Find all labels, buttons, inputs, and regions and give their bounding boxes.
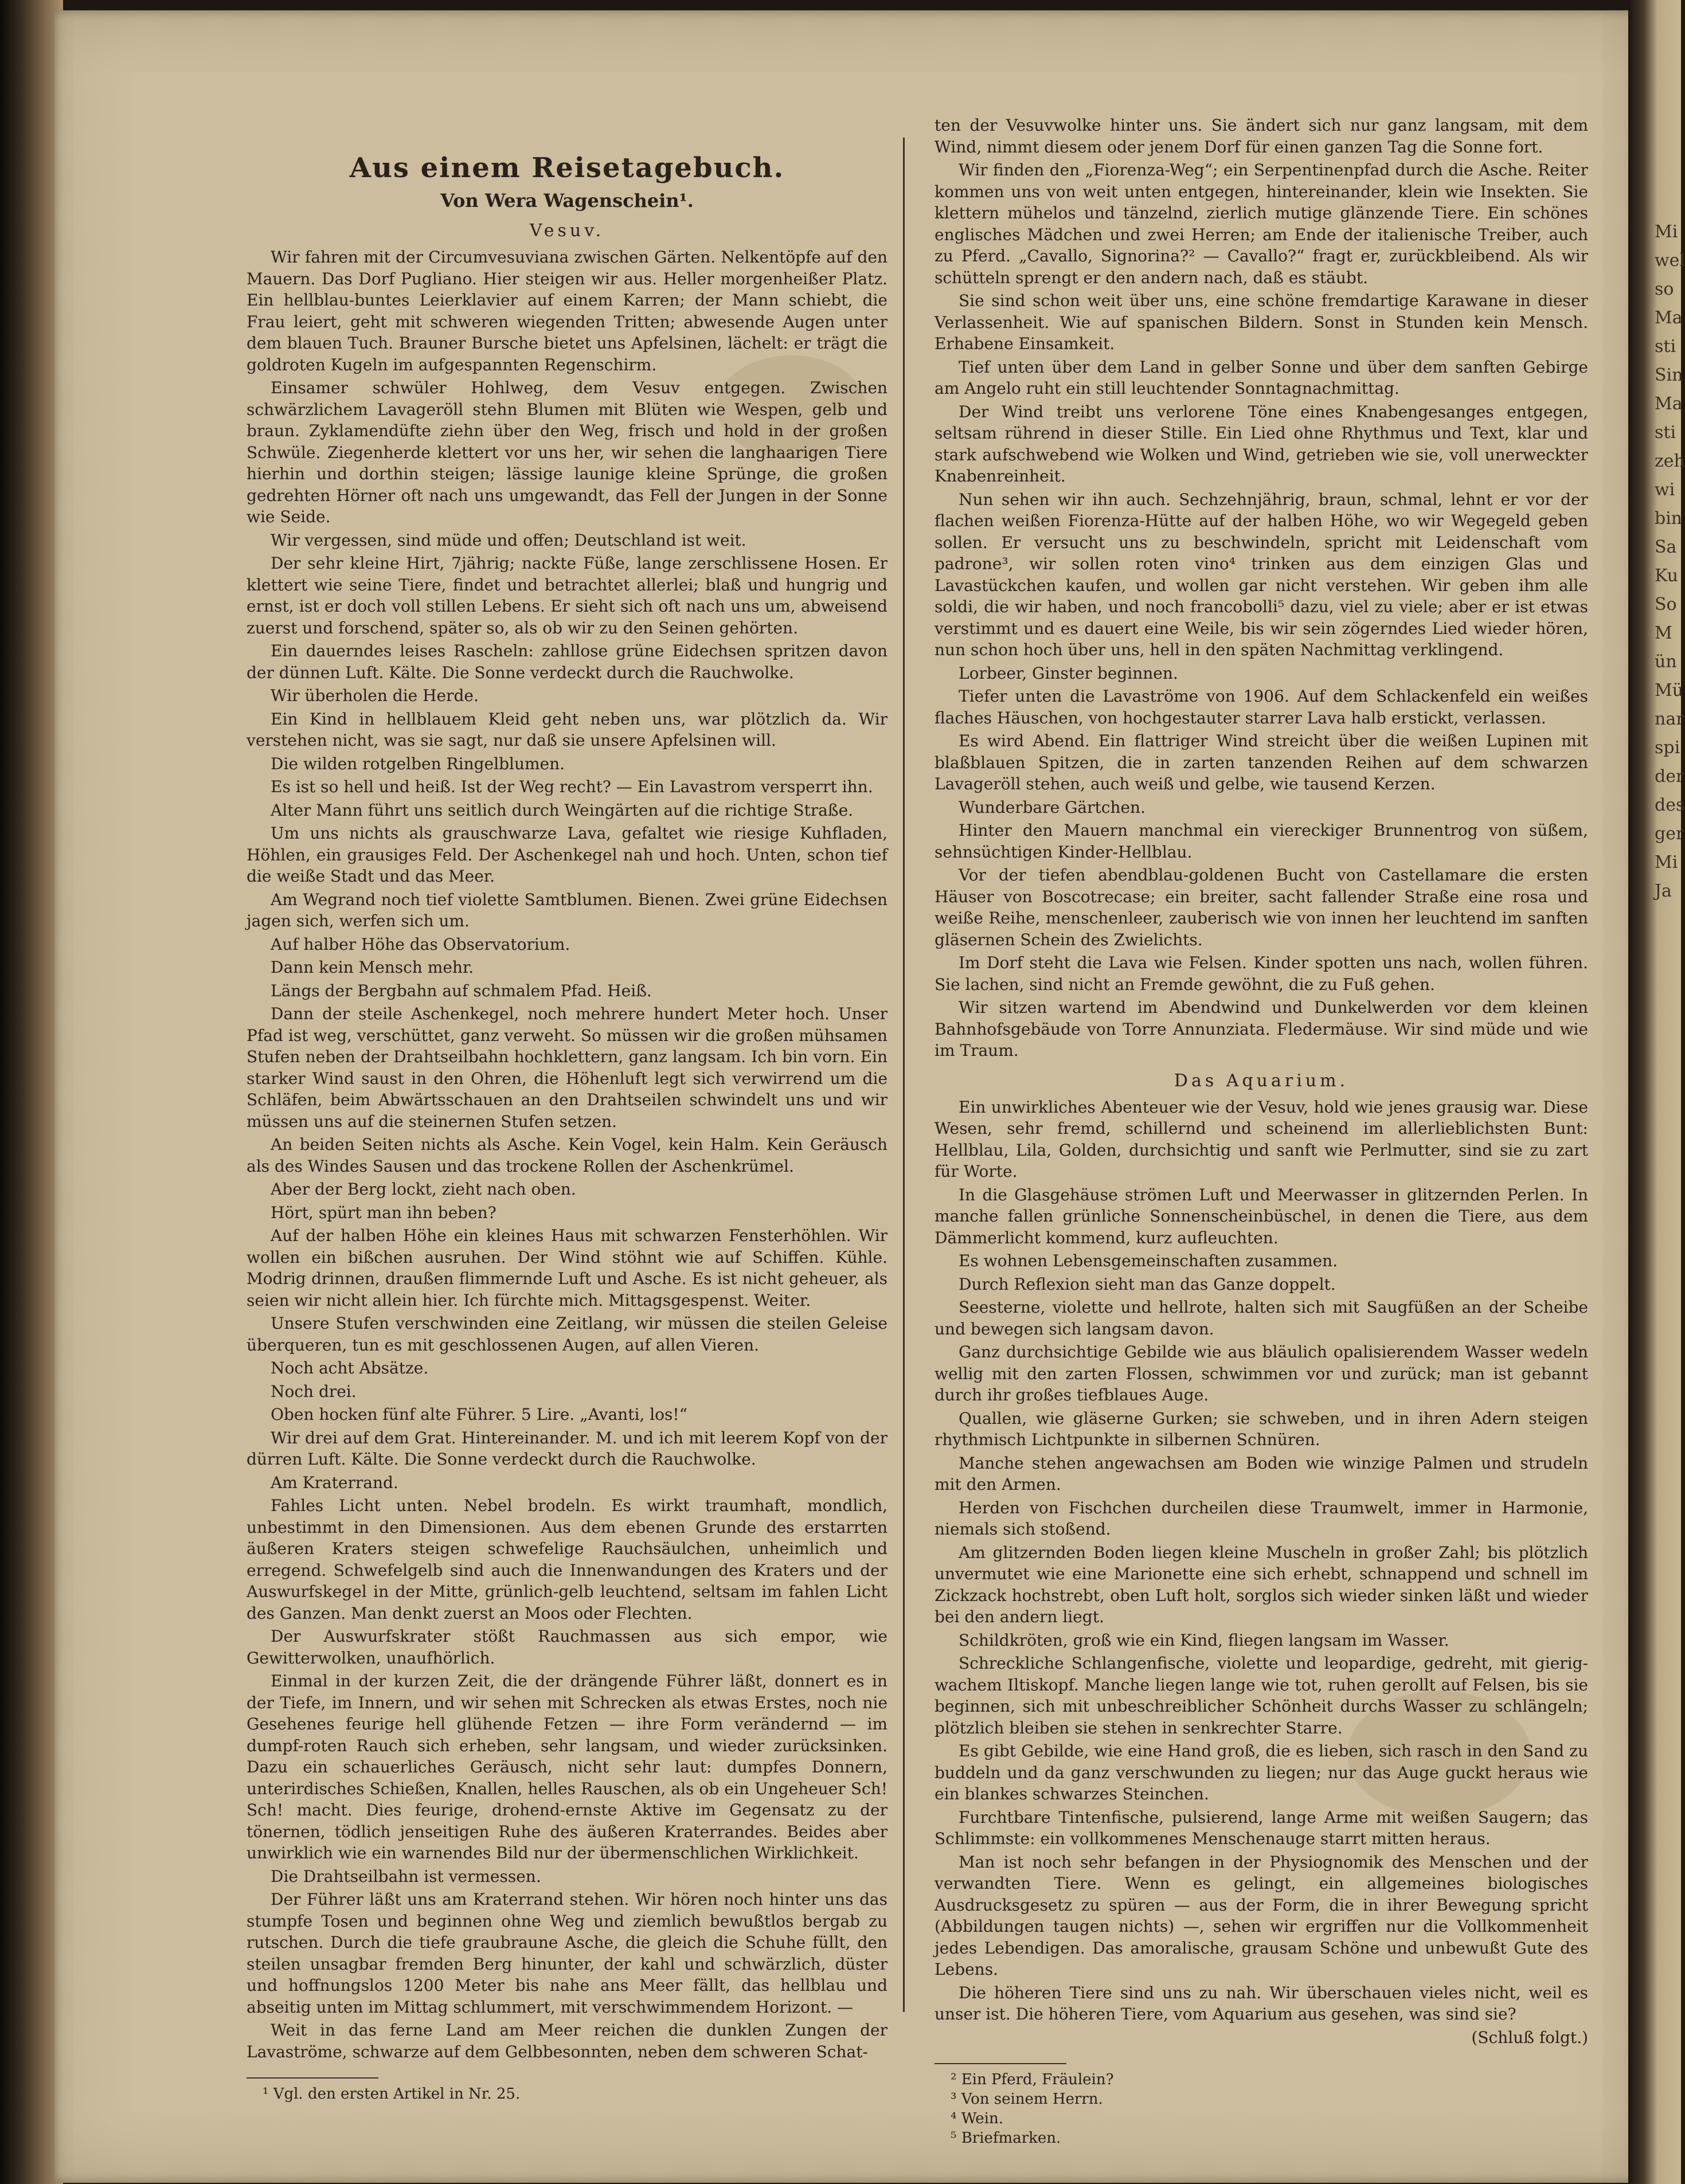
paragraph: Oben hocken fünf alte Führer. 5 Lire. „Avanti, los!“: [271, 1405, 687, 1424]
paragraph: Die Drahtseilbahn ist vermessen.: [271, 1866, 541, 1886]
paragraph: Wunderbare Gärtchen.: [959, 797, 1146, 817]
paragraph: An beiden Seiten nichts als Asche. Kein Vogel, kein Halm. Kein Geräusch als des Windes Sausen und das trockene Rollen der Aschenkrümel.: [247, 1135, 888, 1176]
paragraph: Am Kraterrand.: [271, 1473, 398, 1492]
left-column: [247, 129, 888, 2104]
footnote: ⁴ Wein.: [951, 2110, 1004, 2127]
paragraph: In die Glasgehäuse strömen Luft und Meerwasser in glitzernden Perlen. In manche fallen grünliche Sonnenscheinbüschel, in denen die Tiere, aus dem Dämmerlicht kommend, kurz aufleuchten.: [935, 1185, 1588, 1247]
adjacent-page-fragment: Ku: [1655, 566, 1679, 586]
paragraph: Sie sind schon weit über uns, eine schöne fremdartige Karawane in dieser Verlassenheit. Wie auf spanischen Bildern. Sonst in Stunden kein Mensch. Erhabene Einsamkeit.: [935, 291, 1588, 353]
paragraph: Es wohnen Lebensgemeinschaften zusammen.: [959, 1251, 1338, 1270]
adjacent-page-fragment: Ma: [1655, 394, 1683, 414]
right-footnotes: [935, 2070, 1588, 2148]
paragraph: Aber der Berg lockt, zieht nach oben.: [271, 1180, 576, 1199]
article-byline: Von Wera Wagenschein¹.: [440, 190, 694, 212]
column-divider: [903, 138, 905, 2012]
paragraph: Einsamer schwüler Hohlweg, dem Vesuv entgegen. Zwischen schwärzlichem Lavageröll stehn Blumen mit Blüten wie Wespen, gelb und braun. Zyklamendüfte ziehn über den Weg, frisch und hold in der großen Schwüle. Ziegenherde klettert vor uns her, wir sehen die langhaarigen Tiere hierhin und dorthin steigen; lässige launige kleine Sprünge, die großen gedrehten Hörner oft nach uns umgewandt, das Fell der Jungen in der Sonne wie Seide.: [247, 378, 888, 526]
paragraph: Ganz durchsichtige Gebilde wie aus bläulich opalisierendem Wasser wedeln wellig mit den zarten Flossen, schwimmen vor und zurück; man ist gebannt durch ihr großes tiefblaues Auge.: [935, 1343, 1588, 1404]
paragraph: Fahles Licht unten. Nebel brodeln. Es wirkt traumhaft, mondlich, unbestimmt in den Dimensionen. Aus dem ebenen Grunde des erstarrten äußeren Kraters steigen schwefelige Rauchsäulchen, unheimlich und erregend. Schwefelgelb sind auch die Innenwandungen des Kraters und der Auswurfskegel in der Mitte, grünlich-gelb leuchtend, seltsam im fahlen Licht des Ganzen. Man denkt zuerst an Moos oder Flechten.: [247, 1496, 888, 1623]
paragraph: Nun sehen wir ihn auch. Sechzehnjährig, braun, schmal, lehnt er vor der flachen weißen Fiorenza-Hütte auf der halben Höhe, wo wir Wegegeld geben sollen. Er versucht uns zu beschwindeln, spricht mit Leidenschaft vom padrone³, wir sollen roten vino⁴ trinken aus dem einzigen Glas und Lavastückchen kaufen, und wollen gar nicht verstehen. Wir geben ihm alle soldi, die wir haben, und noch francobolli⁵ dazu, viel zu viele; aber er ist etwas verstimmt und es dauert eine Weile, bis wir sein zögerndes Lied wieder hören, nun schon hoch über uns, hell in den späten Nachmittag verklingend.: [935, 490, 1588, 659]
footnote-divider: [247, 2077, 378, 2079]
paragraph: Noch acht Absätze.: [271, 1359, 429, 1377]
paragraph: Manche stehen angewachsen am Boden wie winzige Palmen und strudeln mit den Armen.: [935, 1453, 1588, 1494]
footnote: ² Ein Pferd, Fräulein?: [951, 2071, 1114, 2088]
article-title: Aus einem Reisetagebuch.: [349, 152, 785, 184]
adjacent-page-fragment: Sin: [1655, 365, 1683, 385]
adjacent-page-fragment: zeh: [1655, 451, 1685, 471]
paragraph: Um uns nichts als grauschwarze Lava, gefaltet wie riesige Kuhfladen, Höhlen, ein grausiges Feld. Der Aschenkegel nah und hoch. Unten, schon tief die weiße Stadt und das Meer.: [247, 824, 888, 886]
paragraph: Wir drei auf dem Grat. Hintereinander. M. und ich mit leerem Kopf von der dürren Luft. Kälte. Die Sonne verdeckt durch die Rauchwolke.: [247, 1428, 888, 1469]
paragraph: Schildkröten, groß wie ein Kind, fliegen langsam im Wasser.: [959, 1630, 1449, 1650]
paragraph: Am glitzernden Boden liegen kleine Muscheln in großer Zahl; bis plötzlich unvermutet wie eine Marionette eine sich erhebt, schnappend und schnell im Zickzack hochstrebt, oben Luft holt, sorglos sich wieder sinken läßt und wieder bei den andern liegt.: [935, 1543, 1588, 1626]
paragraph: Die wilden rotgelben Ringelblumen.: [271, 754, 565, 773]
adjacent-page-fragment: des: [1655, 795, 1685, 815]
continuation-note: (Schluß folgt.): [1471, 2028, 1588, 2047]
section-heading-vesuv: Vesuv.: [529, 221, 605, 241]
adjacent-page-text: [1655, 218, 1685, 906]
paragraph: Dann der steile Aschenkegel, noch mehrere hundert Meter hoch. Unser Pfad ist weg, verschüttet, ganz verweht. So müssen wir die großen mühsamen Stufen neben der Drahtseilbahn hochklettern, ganz langsam. Ich bin vorn. Ein starker Wind saust in den Ohren, die Höhenluft legt sich verwirrend um die Schläfen, beim Abwärtsschauen an den Drahtseilen schwindelt uns und wir müssen uns auf die steinernen Stufen setzen.: [247, 1004, 888, 1131]
paragraph: Lorbeer, Ginster beginnen.: [959, 663, 1178, 683]
footnote: ³ Von seinem Herrn.: [951, 2091, 1103, 2108]
adjacent-page-fragment: Ja: [1655, 881, 1672, 901]
paragraph: Auf halber Höhe das Observatorium.: [271, 934, 570, 954]
paragraph: Es ist so hell und heiß. Ist der Weg recht? — Ein Lavastrom versperrt ihn.: [271, 777, 873, 796]
adjacent-page-fragment: M: [1655, 623, 1672, 643]
paragraph: Der Wind treibt uns verlorene Töne eines Knabengesanges entgegen, seltsam rührend in dieser Stille. Ein Lied ohne Rhythmus und Text, klar und stark aufschwebend wie Wolken und Wind, getrieben wie sie, voll unerweckter Knabenreinheit.: [935, 402, 1588, 486]
paragraph: Herden von Fischchen durcheilen diese Traumwelt, immer in Harmonie, niemals sich stoßend.: [935, 1498, 1588, 1539]
footnote: ⁵ Briefmarken.: [951, 2130, 1061, 2147]
paragraph: Es gibt Gebilde, wie eine Hand groß, die es lieben, sich rasch in den Sand zu buddeln und da ganz verschwunden zu liegen; nur das Auge guckt heraus wie ein blankes schwarzes Steinchen.: [935, 1741, 1588, 1803]
footnote: ¹ Vgl. den ersten Artikel in Nr. 25.: [263, 2085, 521, 2103]
paragraph: Noch drei.: [271, 1381, 357, 1401]
adjacent-page-fragment: bin: [1655, 508, 1683, 529]
paragraph: Wir sitzen wartend im Abendwind und Dunkelwerden vor dem kleinen Bahnhofsgebäude von Torre Annunziata. Fledermäuse. Wir sind müde und wie im Traum.: [935, 998, 1588, 1060]
paragraph: ten der Vesuvwolke hinter uns. Sie ändert sich nur ganz langsam, mit dem Wind, nimmt diesem oder jenem Dorf für einen ganzen Tag die Sonne fort.: [935, 116, 1588, 156]
paragraph: Durch Reflexion sieht man das Ganze doppelt.: [959, 1274, 1336, 1294]
adjacent-page-fragment: sti: [1655, 336, 1676, 357]
adjacent-page-fragment: nar: [1655, 709, 1684, 729]
paragraph: Der sehr kleine Hirt, 7jährig; nackte Füße, lange zerschlissene Hosen. Er klettert wie seine Tiere, findet und betrachtet allerlei; blaß und hungrig und ernst, ist er doch voll stillen Lebens. Er sieht sich oft nach uns um, abweisend zuerst und forschend, später so, als ob wir zu den Seinen gehörten.: [247, 554, 888, 637]
paragraph: Seesterne, violette und hellrote, halten sich mit Saugfüßen an der Scheibe und bewegen sich langsam davon.: [935, 1298, 1588, 1338]
section-heading-aquarium: Das Aquarium.: [1174, 1070, 1349, 1091]
adjacent-page-fragment: Ma: [1655, 308, 1683, 328]
adjacent-page-fragment: so: [1655, 279, 1674, 299]
paragraph: Unsere Stufen verschwinden eine Zeitlang, wir müssen die steilen Geleise überqueren, tun es mit geschlossenen Augen, auf allen Vieren.: [247, 1314, 888, 1355]
paragraph: Einmal in der kurzen Zeit, die der drängende Führer läßt, donnert es in der Tiefe, im Innern, und wir sehen mit Schrecken als etwas Erstes, noch nie Gesehenes feurige hell glühende Fetzen — ihre Form verändernd — im dumpf-roten Rauch sich erheben, sehr langsam, und wieder zurücksinken. Dazu ein schauerliches Geräusch, nicht sehr laut: dumpfes Donnern, unterirdisches Schießen, Knallen, helles Rauschen, als ob ein Ungeheuer Sch! Sch! macht. Dies feurige, drohend-ernste Aktive im Gegensatz zu der tönernen, tödlich jenseitigen Ruhe des äußeren Kraterrandes. Beides aber unwirklich wie ein warnendes Bild nur der übermenschlichen Wirklichkeit.: [247, 1672, 888, 1862]
paragraph: Schreckliche Schlangenfische, violette und leopardige, gedreht, mit gierig-wachem Iltiskopf. Manche liegen lange wie tot, ruhen gerollt auf Felsen, bis sie beginnen, sich mit unbeschreiblicher Schönheit durchs Wasser zu schlängeln; plötzlich bleiben sie stehen in senkrechter Starre.: [935, 1654, 1588, 1737]
paragraph: Auf der halben Höhe ein kleines Haus mit schwarzen Fensterhöhlen. Wir wollen ein bißchen ausruhen. Der Wind stöhnt wie auf Schiffen. Kühle. Modrig drinnen, draußen flimmernde Luft und Asche. Es ist nicht geheuer, als seien wir nicht allein hier. Ich fürchte mich. Mittagsgespenst. Weiter.: [247, 1226, 888, 1310]
footnote-divider: [935, 2063, 1066, 2064]
paragraph: Man ist noch sehr befangen in der Physiognomik des Menschen und der verwandten Tiere. Wenn es gelingt, ein allgemeines biologisches Ausdrucksgesetz zu spüren — aus der Form, die in ihrer Bewegung spricht (Abbildungen taugen nichts) —, sehen wir ergriffen nur die Vollkommenheit jedes Lebendigen. Das amoralische, grausam Schöne und unbewußt Gute des Lebens.: [935, 1852, 1588, 1979]
paragraph: Quallen, wie gläserne Gurken; sie schweben, und in ihren Adern steigen rhythmisch Lichtpunkte in silbernen Schnüren.: [935, 1408, 1588, 1449]
book-binding: [0, 0, 63, 2184]
adjacent-page-fragment: Mi: [1655, 222, 1678, 242]
adjacent-page-fragment: sti: [1655, 422, 1676, 443]
paragraph: Der Auswurfskrater stößt Rauchmassen aus sich empor, wie Gewitterwolken, unaufhörlich.: [247, 1627, 888, 1668]
paragraph: Vor der tiefen abendblau-goldenen Bucht von Castellamare die ersten Häuser von Boscotrecase; ein breiter, sacht fallender Straße eine rosa und weiße Reihe, menschenleer, zauberisch wie von innen her leuchtend im sanften gläsernen Schein des Zwielichts.: [935, 866, 1588, 949]
adjacent-page-fragment: Mü: [1655, 680, 1684, 700]
right-column: [935, 115, 1588, 2148]
right-paragraphs-aquarium: [935, 1097, 1588, 2025]
paragraph: Am Wegrand noch tief violette Samtblumen. Bienen. Zwei grüne Eidechsen jagen sich, werfen sich um.: [247, 890, 888, 930]
adjacent-page-fragment: wel: [1655, 251, 1685, 271]
paragraph: Ein dauerndes leises Rascheln: zahllose grüne Eidechsen spritzen davon der dünnen Luft. Kälte. Die Sonne verdeckt durch die Rauchwolke.: [247, 641, 888, 682]
paragraph: Ein unwirkliches Abenteuer wie der Vesuv, hold wie jenes grausig war. Diese Wesen, sehr fremd, schillernd und scheinend im allerlieblichsten Bunt: Hellblau, Lila, Golden, durchsichtig und sanft wie Perlmutter, sind sie zu zart für Worte.: [935, 1097, 1588, 1181]
paragraph: Furchtbare Tintenfische, pulsierend, lange Arme mit weißen Saugern; das Schlimmste: ein vollkommenes Menschenauge starrt mitten heraus.: [935, 1807, 1588, 1848]
paragraph: Weit in das ferne Land am Meer reichen die dunklen Zungen der Lavaströme, schwarze auf dem Gelbbesonnten, neben dem schweren Schat-: [247, 2021, 888, 2061]
left-paragraphs: [247, 246, 888, 2062]
paragraph: Es wird Abend. Ein flattriger Wind streicht über die weißen Lupinen mit blaßblauen Spitzen, die in zarten tanzenden Reihen auf dem schwarzen Lavageröll stehen, auch weiß und gelbe, wie tausend Kerzen.: [935, 731, 1588, 793]
paragraph: Tiefer unten die Lavaströme von 1906. Auf dem Schlackenfeld ein weißes flaches Häuschen, von hochgestauter starrer Lava halb erstickt, verlassen.: [935, 687, 1588, 727]
paragraph: Dann kein Mensch mehr.: [271, 958, 474, 977]
paragraph: Ein Kind in hellblauem Kleid geht neben uns, war plötzlich da. Wir verstehen nicht, was sie sagt, nur daß sie unsere Apfelsinen will.: [247, 709, 888, 750]
paragraph: Der Führer läßt uns am Kraterrand stehen. Wir hören noch hinter uns das stumpfe Tosen und beginnen ohne Weg und ziemlich bewußtlos bergab zu rutschen. Durch die tiefe graubraune Asche, die gleich die Schuhe füllt, den steilen unsagbar fremden Berg hinunter, der kahl und schwärzlich, düster und hoffnungslos 1200 Meter bis nahe ans Meer fällt, das hellblau und abseitig unten im Mittag schlummert, mit verschwimmendem Horizont. —: [247, 1890, 888, 2017]
paragraph: Alter Mann führt uns seitlich durch Weingärten auf die richtige Straße.: [271, 800, 854, 820]
adjacent-page-fragment: spi: [1655, 738, 1680, 758]
adjacent-page-fragment: ger: [1655, 824, 1684, 844]
adjacent-page-fragment: ün: [1655, 652, 1677, 672]
paragraph: Im Dorf steht die Lava wie Felsen. Kinder spotten uns nach, wollen führen. Sie lachen, sind nicht an Fremde gewöhnt, die zu Fuß gehen.: [935, 953, 1588, 994]
paragraph: Wir vergessen, sind müde und offen; Deutschland ist weit.: [271, 530, 746, 550]
adjacent-page-fragment: wi: [1655, 480, 1675, 500]
adjacent-page-fragment: der: [1655, 766, 1684, 786]
adjacent-page-fragment: Sa: [1655, 537, 1677, 557]
adjacent-page-fragment: Mi: [1655, 852, 1678, 872]
paragraph: Hört, spürt man ihn beben?: [271, 1203, 496, 1222]
right-paragraphs-vesuv: [935, 115, 1588, 1062]
left-footnotes: [247, 2084, 888, 2104]
paragraph: Die höheren Tiere sind uns zu nah. Wir überschauen vieles nicht, weil es unser ist. Die höheren Tiere, vom Aquarium aus gesehen, was sind sie?: [935, 1983, 1588, 2023]
paragraph: Längs der Bergbahn auf schmalem Pfad. Heiß.: [271, 981, 652, 1000]
paragraph: Hinter den Mauern manchmal ein viereckiger Brunnentrog von süßem, sehnsüchtigen Kinder-Hellblau.: [935, 821, 1588, 862]
paragraph: Wir überholen die Herde.: [271, 686, 479, 705]
paragraph: Wir fahren mit der Circumvesuviana zwischen Gärten. Nelkentöpfe auf den Mauern. Das Dorf Pugliano. Hier steigen wir aus. Heller morgenheißer Platz. Ein hellblau-buntes Leierklavier auf einem Karren; der Mann schiebt, die Frau leiert, geht mit schweren wiegenden Tritten; abwesende Augen unter dem blauen Tuch. Brauner Bursche bietet uns Apfelsinen, lächelt: er trägt die goldroten Kugeln im aufgespannten Regenschirm.: [247, 248, 888, 374]
paragraph: Tief unten über dem Land in gelber Sonne und über dem sanften Gebirge am Angelo ruht ein still leuchtender Sonntagnachmittag.: [935, 357, 1588, 398]
adjacent-page-fragment: So: [1655, 594, 1677, 615]
paragraph: Wir finden den „Fiorenza-Weg“; ein Serpentinenpfad durch die Asche. Reiter kommen uns von weit unten entgegen, hintereinander, klein wie Insekten. Sie klettern mühelos und tänzelnd, zierlich mutige glänzende Tiere. Ein schönes englisches Mädchen und zwei Herren; am Ende der italienische Treiber, auch zu Pferd. „Cavallo, Signorina?² — Cavallo?“ fragt er, zurückbleibend. Als wir schütteln sprengt er den andern nach, daß es stäubt.: [935, 161, 1588, 287]
